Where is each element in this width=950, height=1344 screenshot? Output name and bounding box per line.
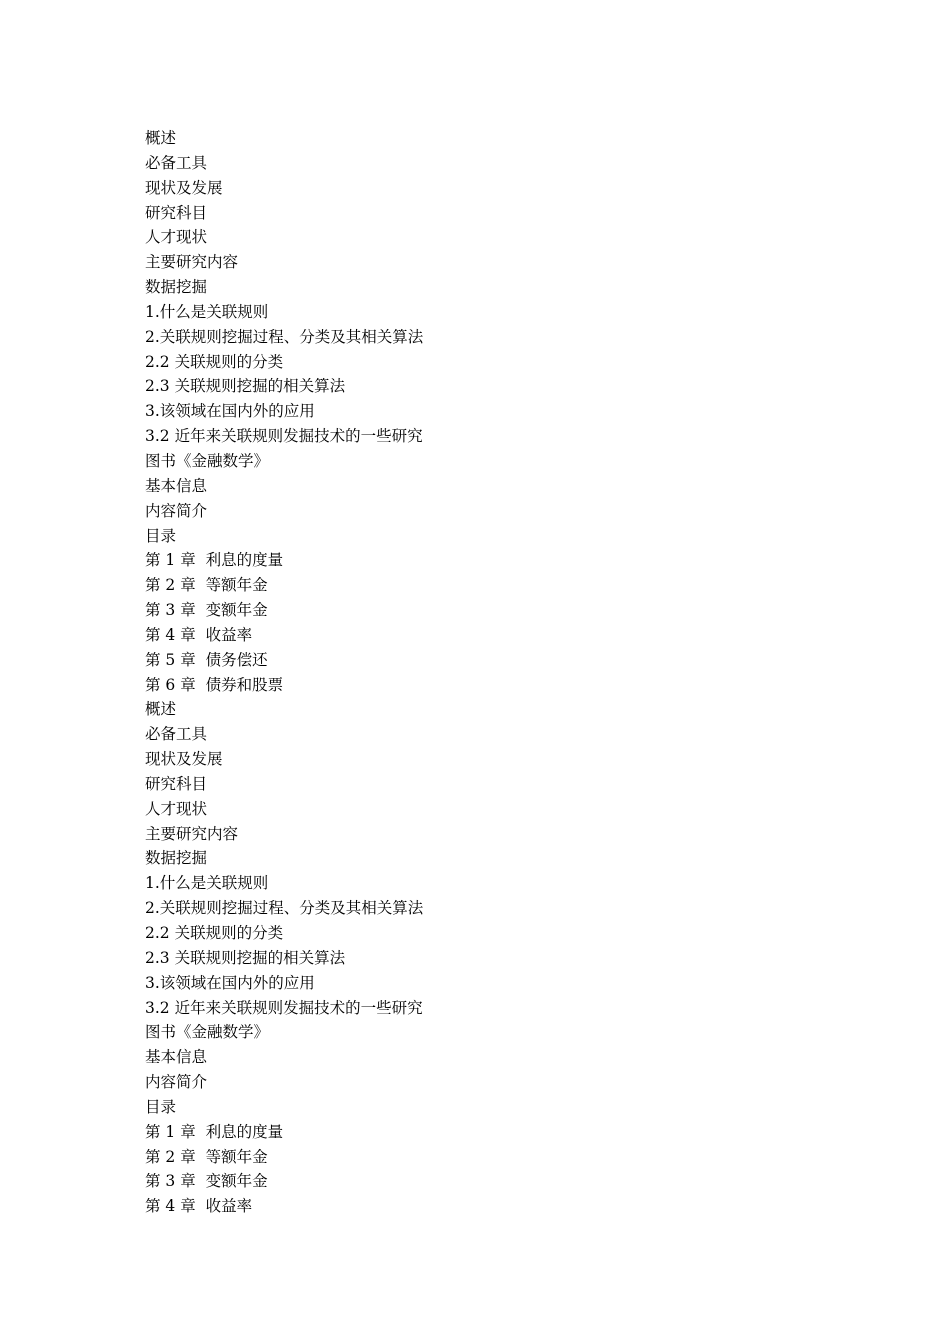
heading-line: 人才现状	[145, 228, 208, 247]
heading-line: 概述	[145, 700, 177, 719]
heading-line: 图书《金融数学》	[145, 1023, 270, 1042]
heading-line: 3.该领域在国内外的应用	[145, 973, 315, 992]
heading-line: 3.2 近年来关联规则发掘技术的一些研究	[145, 427, 423, 446]
heading-line: 3.该领域在国内外的应用	[145, 402, 315, 421]
heading-line: 第 3 章 变额年金	[145, 1172, 268, 1191]
heading-line: 研究科目	[145, 774, 208, 793]
heading-line: 现状及发展	[145, 178, 223, 197]
heading-line: 2.关联规则挖掘过程、分类及其相关算法	[145, 899, 424, 918]
heading-line: 2.2 关联规则的分类	[145, 352, 284, 371]
heading-line: 人才现状	[145, 799, 208, 818]
heading-line: 第 4 章 收益率	[145, 625, 253, 644]
heading-line: 内容简介	[145, 1073, 208, 1092]
heading-line: 第 4 章 收益率	[145, 1197, 253, 1216]
heading-line: 2.3 关联规则挖掘的相关算法	[145, 948, 346, 967]
heading-line: 2.关联规则挖掘过程、分类及其相关算法	[145, 327, 424, 346]
heading-line: 主要研究内容	[145, 253, 239, 272]
heading-line: 3.2 近年来关联规则发掘技术的一些研究	[145, 998, 423, 1017]
heading-line: 概述	[145, 129, 177, 147]
heading-line: 基本信息	[145, 1048, 208, 1067]
heading-line: 基本信息	[145, 476, 208, 495]
heading-line: 现状及发展	[145, 750, 223, 769]
heading-line: 数据挖掘	[145, 278, 208, 297]
heading-line: 数据挖掘	[145, 849, 208, 868]
heading-line: 第 2 章 等额年金	[145, 576, 268, 595]
heading-line: 2.3 关联规则挖掘的相关算法	[145, 377, 346, 396]
heading-line: 图书《金融数学》	[145, 451, 270, 470]
heading-line: 内容简介	[145, 501, 208, 520]
heading-list	[145, 126, 745, 1219]
heading-line: 1.什么是关联规则	[145, 874, 269, 893]
heading-line: 1.什么是关联规则	[145, 302, 269, 321]
heading-line: 主要研究内容	[145, 824, 239, 843]
heading-line: 第 1 章 利息的度量	[145, 551, 284, 570]
heading-line: 必备工具	[145, 153, 208, 172]
heading-line: 第 3 章 变额年金	[145, 601, 268, 620]
heading-line: 第 6 章 债券和股票	[145, 675, 284, 694]
heading-line: 第 1 章 利息的度量	[145, 1122, 284, 1141]
heading-line: 目录	[145, 1097, 177, 1116]
heading-line: 2.2 关联规则的分类	[145, 924, 284, 942]
heading-line: 目录	[145, 526, 177, 545]
heading-line: 必备工具	[145, 725, 208, 744]
heading-line: 第 5 章 债务偿还	[145, 650, 268, 669]
heading-line: 研究科目	[145, 203, 208, 222]
heading-line: 第 2 章 等额年金	[145, 1147, 268, 1166]
